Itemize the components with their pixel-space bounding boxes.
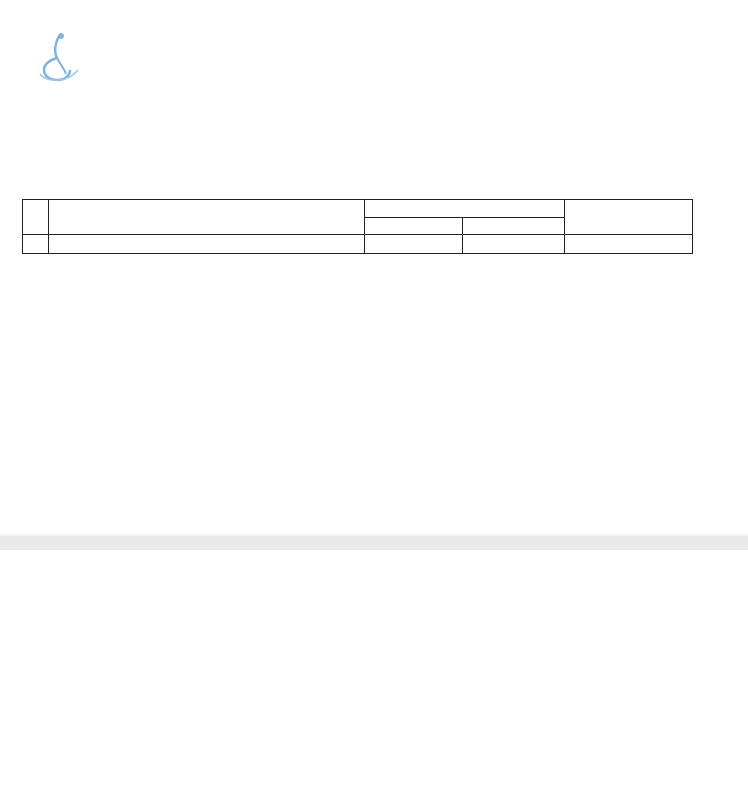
page-gap <box>0 536 748 550</box>
section-title <box>49 235 365 254</box>
header-num <box>23 200 49 235</box>
schedule-table-top <box>22 199 693 254</box>
header-carpet-2 <box>463 217 565 235</box>
header-carpet-1 <box>365 217 463 235</box>
hoop-apparatus-icon <box>565 235 693 254</box>
gymnast-logo-icon <box>30 30 88 106</box>
page-header <box>0 0 748 140</box>
sky-grace-logo <box>30 30 88 106</box>
header-hall <box>365 200 565 218</box>
header-gymnast <box>49 200 365 235</box>
section-row <box>23 235 693 254</box>
header-podium <box>565 200 693 235</box>
